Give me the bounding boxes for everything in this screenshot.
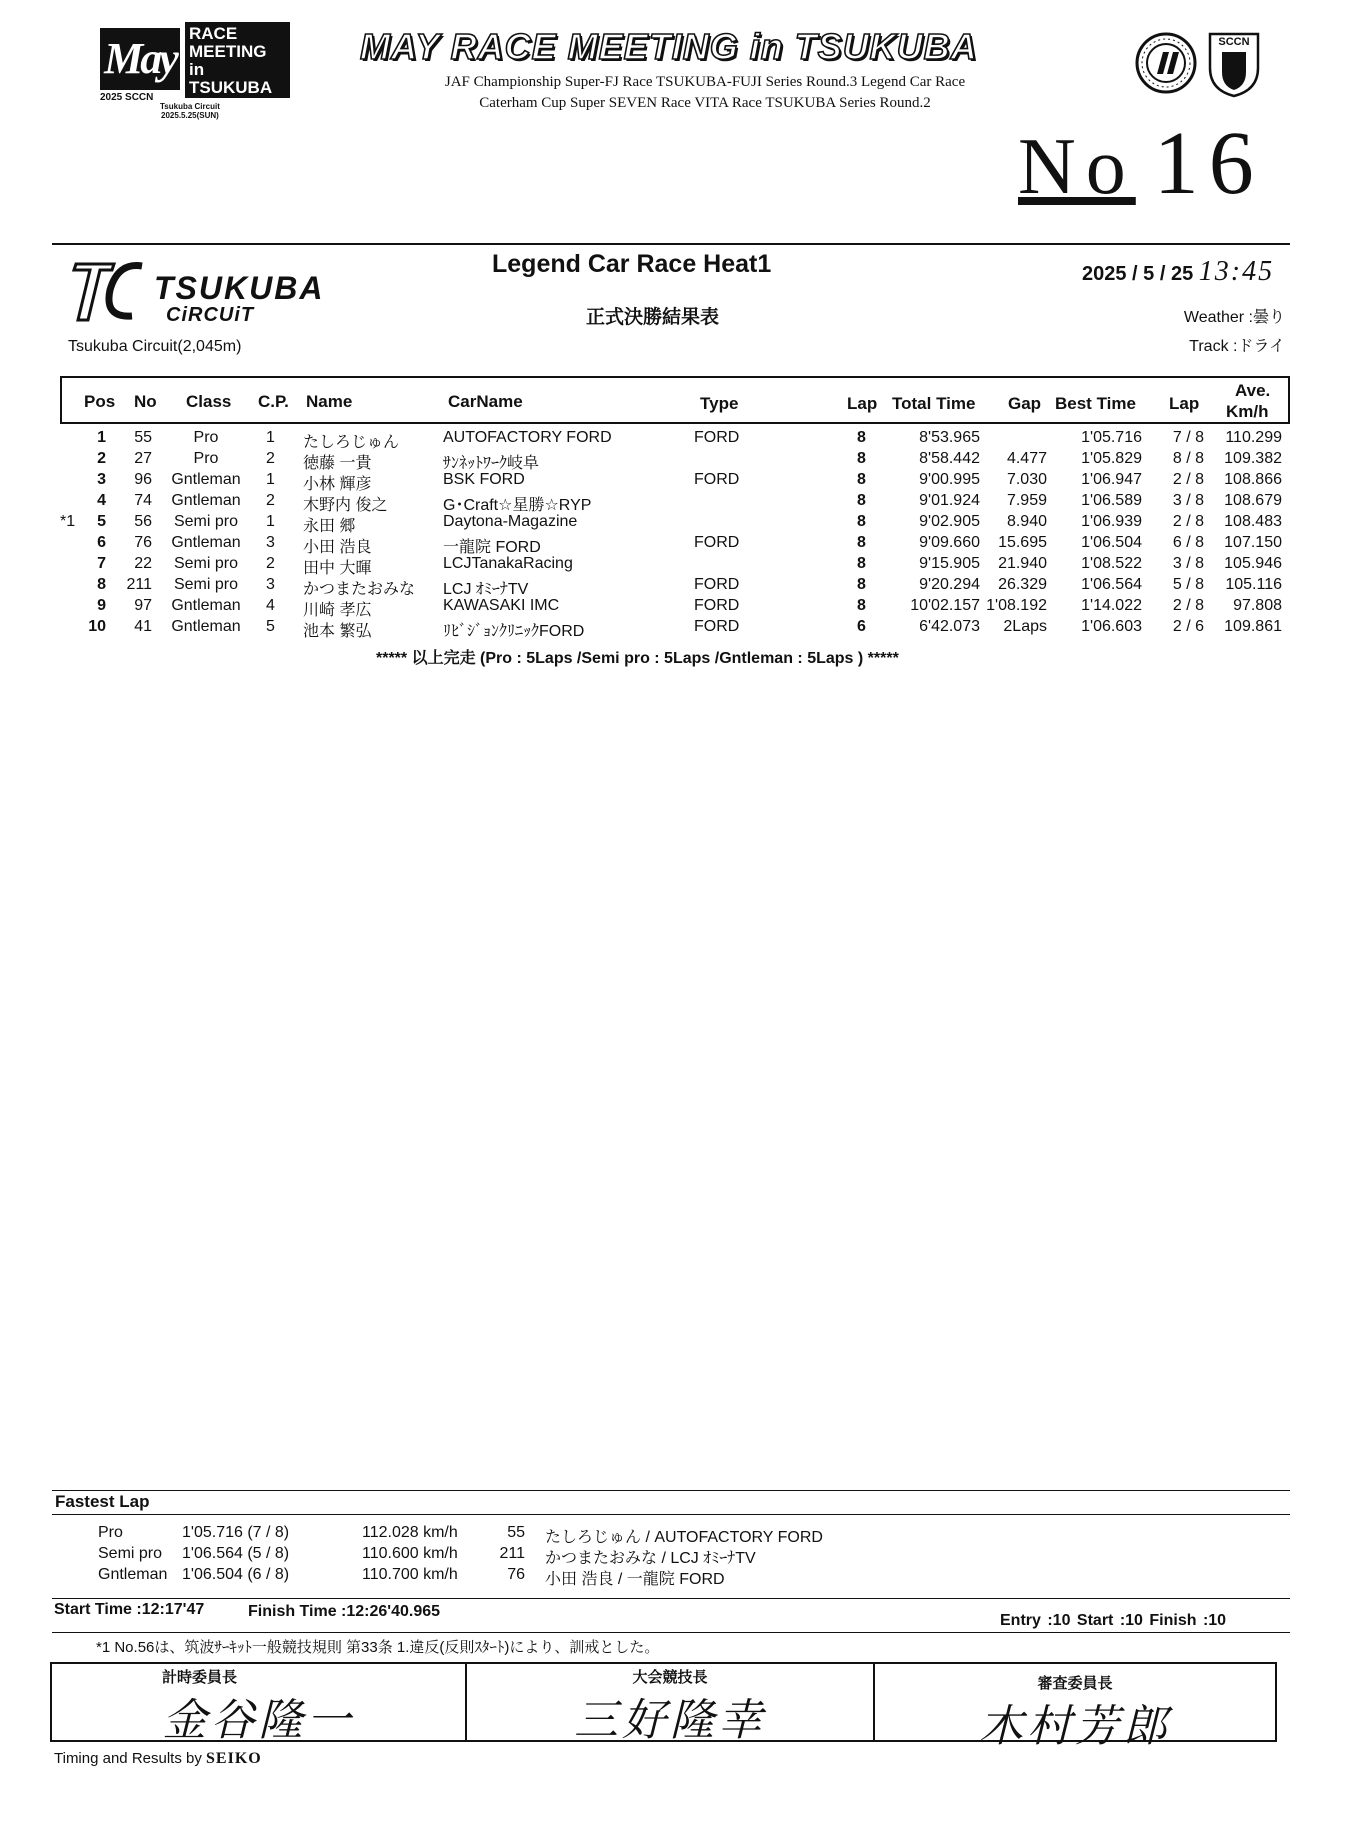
header-divider [52, 243, 1290, 245]
row-pos: 1 [97, 429, 106, 446]
signature-steward: 木村芳郎 [979, 1701, 1171, 1752]
row-cp: 3 [266, 576, 275, 593]
sccn-label: SCCN [1218, 36, 1250, 48]
row-gap: 15.695 [998, 534, 1047, 551]
sig-title-timing: 計時委員長 [162, 1669, 238, 1686]
row-lap: 8 [857, 450, 866, 467]
logo-box-line: MEETING [189, 42, 267, 61]
row-ave-speed: 109.861 [1224, 618, 1282, 635]
tc-logo-subtext: CiRCUiT [166, 304, 255, 326]
row-no: 22 [134, 555, 152, 572]
finish-time: Finish Time :12:26'40.965 [248, 1603, 441, 1620]
col-name: Name [306, 392, 353, 411]
row-type: FORD [694, 576, 740, 593]
row-name: 田中 大暉 [303, 560, 372, 577]
fastest-lap-row [0, 1566, 1357, 1587]
signature-cell-steward [875, 1664, 1275, 1752]
row-cp: 4 [266, 597, 275, 614]
row-best-time: 1'06.939 [1081, 513, 1142, 530]
col-no: No [134, 392, 157, 411]
tc-mark-icon [70, 254, 150, 326]
row-name: たしろじゅん [303, 434, 400, 451]
row-class: Gntleman [171, 597, 241, 614]
col-total-time: Total Time [892, 394, 976, 413]
row-cp: 3 [266, 534, 275, 551]
row-pos: 10 [88, 618, 106, 635]
col-cp: C.P. [258, 392, 289, 411]
col-carname: CarName [448, 392, 523, 411]
logo-venue-date: 2025.5.25(SUN) [161, 111, 219, 120]
row-gap: 26.329 [998, 576, 1047, 593]
row-total-time: 9'09.660 [919, 534, 980, 551]
row-best-lap: 5 / 8 [1172, 576, 1204, 593]
race-subtitle: 正式決勝結果表 [586, 307, 720, 328]
table-row [0, 618, 1357, 639]
row-total-time: 9'01.924 [919, 492, 980, 509]
row-best-time: 1'06.603 [1081, 618, 1142, 635]
row-type: FORD [694, 534, 740, 551]
row-type: FORD [694, 471, 740, 488]
logo-sccn: 2025 SCCN [100, 92, 154, 103]
row-no: 211 [126, 576, 152, 593]
row-ave-speed: 108.866 [1224, 471, 1282, 488]
timing-brand: SEIKO [206, 1750, 262, 1767]
row-lap: 8 [857, 555, 866, 572]
row-gap: 8.940 [1006, 513, 1047, 530]
col-lap: Lap [847, 394, 878, 413]
sccn-shield-icon [1208, 32, 1260, 98]
col-gap: Gap [1008, 394, 1042, 413]
fl-no: 76 [507, 1566, 525, 1583]
table-row [0, 513, 1357, 534]
fl-time: 1'05.716 (7 / 8) [182, 1524, 290, 1541]
logo-box-line: in TSUKUBA [189, 60, 273, 97]
row-ave-speed: 109.382 [1224, 450, 1282, 467]
row-no: 41 [134, 618, 152, 635]
row-no: 97 [134, 597, 152, 614]
may-race-meeting-logo [100, 22, 295, 122]
row-no: 55 [134, 429, 152, 446]
document-number [1018, 112, 1264, 215]
row-class: Semi pro [173, 555, 239, 572]
fastest-lap-row [0, 1524, 1357, 1545]
sig-title-steward: 審査委員長 [1037, 1675, 1113, 1692]
logo-box-line: RACE [189, 24, 238, 43]
row-gap: 1'08.192 [986, 597, 1047, 614]
race-date-printed: 2025 / 5 / 25 [1082, 263, 1194, 285]
row-ave-speed: 107.150 [1224, 534, 1282, 551]
logo-venue-name: Tsukuba Circuit [160, 102, 220, 111]
row-best-lap: 2 / 8 [1172, 597, 1204, 614]
col-kmh: Km/h [1226, 402, 1269, 421]
fastest-lap-title: Fastest Lap [55, 1492, 150, 1511]
weather: Weather :曇り [1183, 309, 1285, 326]
row-total-time: 8'53.965 [919, 429, 980, 446]
row-ave-speed: 105.116 [1225, 576, 1282, 593]
col-ave: Ave. [1235, 381, 1271, 400]
row-lap: 8 [857, 429, 866, 446]
logo-venue [160, 102, 220, 120]
row-cp: 2 [266, 555, 275, 572]
row-best-time: 1'05.716 [1081, 429, 1142, 446]
fl-class: Pro [98, 1524, 123, 1541]
penalty-note: *1 No.56は、筑波ｻｰｷｯﾄ一般競技規則 第33条 1.違反(反則ｽﾀｰﾄ)により、訓戒とした。 [96, 1639, 660, 1656]
fl-driver: かつまたおみな / LCJ ｵﾐｰﾅTV [545, 1550, 756, 1567]
row-carname: Daytona-Magazine [443, 513, 578, 530]
row-name: 徳藤 一貴 [303, 455, 372, 472]
row-type: FORD [694, 429, 740, 446]
row-total-time: 9'00.995 [919, 471, 980, 488]
row-carname: ﾘﾋﾞｼﾞｮﾝｸﾘﾆｯｸFORD [443, 623, 585, 640]
row-pos: 6 [97, 534, 106, 551]
row-class: Gntleman [171, 618, 241, 635]
row-cp: 2 [266, 492, 275, 509]
row-pos: 5 [97, 513, 106, 530]
doc-number-value: 16 [1153, 114, 1264, 213]
timing-credit-text: Timing and Results by [54, 1750, 202, 1767]
race-date [1082, 256, 1274, 288]
row-carname: LCJ ｵﾐｰﾅTV [443, 581, 529, 598]
fl-no: 55 [507, 1524, 525, 1541]
start-time: Start Time :12:17'47 [54, 1601, 205, 1618]
col-best-lap: Lap [1169, 394, 1200, 413]
fl-time: 1'06.504 (6 / 8) [182, 1566, 290, 1583]
row-gap: 7.959 [1006, 492, 1047, 509]
signature-timing: 金谷隆一 [162, 1695, 355, 1746]
row-carname: BSK FORD [443, 471, 525, 488]
jaf-seal-icon [1135, 32, 1197, 94]
row-name: 木野内 俊之 [303, 497, 388, 514]
row-ave-speed: 108.483 [1224, 513, 1282, 530]
row-best-lap: 3 / 8 [1172, 492, 1204, 509]
row-class: Pro [193, 450, 219, 467]
row-gap: 2Laps [1003, 618, 1047, 635]
row-ave-speed: 97.808 [1233, 597, 1282, 614]
col-class: Class [186, 392, 232, 411]
row-ave-speed: 105.946 [1224, 555, 1282, 572]
tsukuba-circuit-logo [70, 254, 340, 326]
row-lap: 8 [857, 492, 866, 509]
row-best-time: 1'05.829 [1081, 450, 1142, 467]
row-name: 永田 郷 [303, 518, 356, 535]
row-carname: AUTOFACTORY FORD [443, 429, 612, 446]
row-class: Pro [193, 429, 219, 446]
row-no: 76 [134, 534, 152, 551]
col-best-time: Best Time [1055, 394, 1136, 413]
row-best-time: 1'06.947 [1081, 471, 1142, 488]
row-no: 96 [134, 471, 152, 488]
row-name: 川崎 孝広 [303, 602, 372, 619]
doc-number-label: No [1018, 123, 1136, 211]
results-table-header [60, 376, 1290, 424]
logo-box [185, 22, 290, 98]
row-type: FORD [694, 597, 740, 614]
times-bottom-rule [52, 1632, 1290, 1633]
row-gap: 21.940 [998, 555, 1047, 572]
row-name: 池本 繁弘 [303, 623, 372, 640]
finish-note: ***** 以上完走 (Pro : 5Laps /Semi pro : 5Laps /Gntleman : 5Laps ) ***** [376, 650, 899, 667]
row-note: *1 [60, 513, 76, 530]
row-class: Semi pro [173, 576, 239, 593]
series-line-2: Caterham Cup Super SEVEN Race VITA Race TSUKUBA Series Round.2 [479, 95, 931, 111]
signature-box [50, 1662, 1277, 1752]
row-lap: 8 [857, 597, 866, 614]
row-best-time: 1'14.022 [1081, 597, 1142, 614]
row-cp: 2 [266, 450, 275, 467]
row-gap: 7.030 [1006, 471, 1047, 488]
table-row [0, 471, 1357, 492]
row-no: 74 [134, 492, 152, 509]
row-class: Semi pro [173, 513, 239, 530]
table-row [0, 597, 1357, 618]
signature-cell-director [467, 1664, 875, 1746]
fl-speed: 112.028 km/h [362, 1524, 458, 1541]
fastest-title-rule [52, 1514, 1290, 1515]
fl-time: 1'06.564 (5 / 8) [182, 1545, 290, 1562]
fl-class: Gntleman [98, 1566, 168, 1583]
row-best-time: 1'06.589 [1081, 492, 1142, 509]
table-row [0, 576, 1357, 597]
row-best-lap: 2 / 8 [1172, 471, 1204, 488]
row-best-time: 1'06.504 [1081, 534, 1142, 551]
race-title: Legend Car Race Heat1 [492, 250, 772, 278]
event-title: MAY RACE MEETING in TSUKUBA [360, 26, 978, 67]
row-carname: 一龍院 FORD [443, 539, 541, 556]
row-carname: LCJTanakaRacing [443, 555, 573, 572]
row-class: Gntleman [171, 471, 241, 488]
row-class: Gntleman [171, 492, 241, 509]
times-top-rule [52, 1598, 1290, 1599]
row-total-time: 9'15.905 [919, 555, 980, 572]
row-class: Gntleman [171, 534, 241, 551]
table-row [0, 534, 1357, 555]
col-type: Type [700, 394, 739, 413]
row-lap: 6 [857, 618, 866, 635]
row-carname: ｻﾝﾈｯﾄﾜｰｸ岐阜 [443, 455, 540, 472]
fl-speed: 110.600 km/h [362, 1545, 458, 1562]
circuit-name: Tsukuba Circuit(2,045m) [68, 338, 242, 355]
row-carname: KAWASAKI IMC [443, 597, 560, 614]
row-best-time: 1'08.522 [1081, 555, 1142, 572]
row-cp: 1 [266, 471, 275, 488]
logo-may-text: May [100, 28, 180, 90]
row-best-lap: 3 / 8 [1172, 555, 1204, 572]
row-total-time: 8'58.442 [919, 450, 980, 467]
signature-cell-timing [52, 1664, 467, 1746]
fl-driver: 小田 浩良 / 一龍院 FORD [545, 1571, 725, 1588]
row-best-lap: 7 / 8 [1172, 429, 1204, 446]
row-no: 27 [134, 450, 152, 467]
fl-no: 211 [499, 1545, 525, 1562]
row-lap: 8 [857, 534, 866, 551]
col-pos: Pos [84, 392, 116, 411]
row-best-lap: 2 / 6 [1172, 618, 1204, 635]
entry-counts: Entry :10 Start :10 Finish :10 [1000, 1612, 1227, 1629]
row-best-lap: 8 / 8 [1172, 450, 1204, 467]
table-row [0, 555, 1357, 576]
row-pos: 8 [97, 576, 106, 593]
row-no: 56 [134, 513, 152, 530]
row-lap: 8 [857, 471, 866, 488]
row-ave-speed: 110.299 [1225, 429, 1282, 446]
race-time-handwritten: 13:45 [1198, 256, 1275, 287]
row-ave-speed: 108.679 [1224, 492, 1282, 509]
row-total-time: 10'02.157 [910, 597, 980, 614]
series-line-1: JAF Championship Super-FJ Race TSUKUBA-FUJI Series Round.3 Legend Car Race [444, 74, 966, 90]
table-row [0, 492, 1357, 513]
sig-title-director: 大会競技長 [632, 1669, 708, 1686]
row-name: かつまたおみな [303, 581, 416, 598]
row-best-lap: 2 / 8 [1172, 513, 1204, 530]
row-best-lap: 6 / 8 [1172, 534, 1204, 551]
table-row [0, 450, 1357, 471]
row-type: FORD [694, 618, 740, 635]
fl-class: Semi pro [98, 1545, 163, 1562]
row-cp: 1 [266, 429, 275, 446]
row-total-time: 6'42.073 [919, 618, 980, 635]
row-pos: 9 [97, 597, 106, 614]
tc-logo-text: TSUKUBA [154, 270, 325, 306]
row-cp: 5 [266, 618, 275, 635]
row-cp: 1 [266, 513, 275, 530]
row-total-time: 9'02.905 [919, 513, 980, 530]
signature-director: 三好隆幸 [574, 1695, 766, 1746]
timing-credit [54, 1750, 262, 1768]
row-gap: 4.477 [1006, 450, 1047, 467]
fastest-lap-row [0, 1545, 1357, 1566]
fl-speed: 110.700 km/h [362, 1566, 458, 1583]
row-name: 小田 浩良 [303, 539, 372, 556]
row-pos: 3 [97, 471, 106, 488]
fastest-top-rule [52, 1490, 1290, 1491]
row-pos: 7 [97, 555, 106, 572]
track-condition: Track :ドライ [1189, 338, 1285, 355]
row-pos: 2 [97, 450, 106, 467]
row-total-time: 9'20.294 [919, 576, 980, 593]
row-carname: G･Craft☆星勝☆RYP [443, 497, 592, 514]
row-pos: 4 [97, 492, 106, 509]
row-name: 小林 輝彦 [303, 476, 372, 493]
row-best-time: 1'06.564 [1081, 576, 1142, 593]
table-row [0, 429, 1357, 450]
row-lap: 8 [857, 576, 866, 593]
fl-driver: たしろじゅん / AUTOFACTORY FORD [545, 1529, 823, 1546]
row-lap: 8 [857, 513, 866, 530]
